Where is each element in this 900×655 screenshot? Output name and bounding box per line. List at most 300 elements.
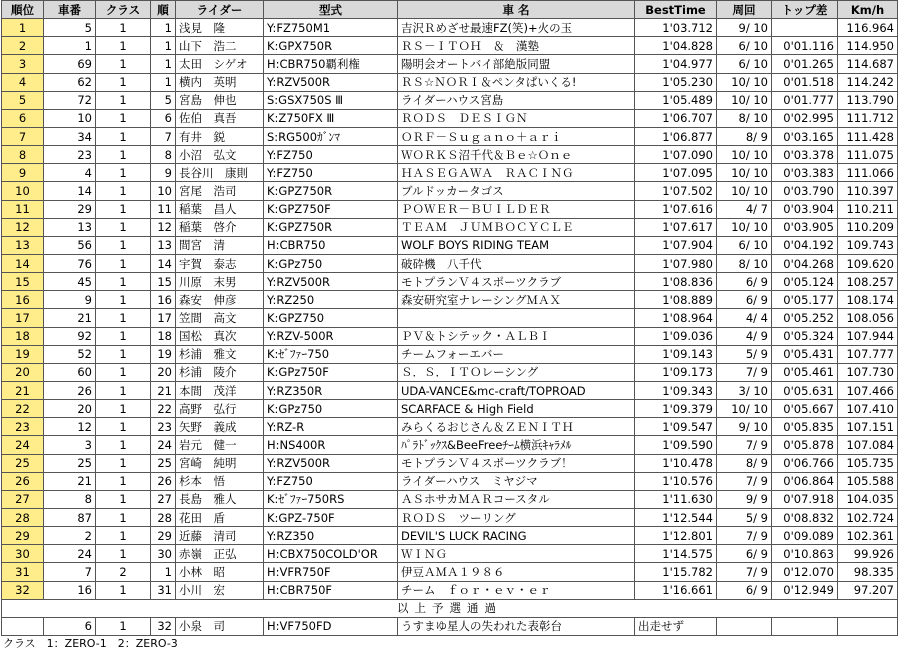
team-cell: モトプランＶ４スポーツクラブ！ (398, 454, 635, 472)
table-row (2, 454, 898, 472)
class-cell: 1 (96, 146, 151, 164)
class-order-cell: 12 (151, 218, 176, 236)
position-cell: 20 (2, 363, 44, 381)
rider-cell: 横内 英明 (176, 73, 264, 91)
rider-cell: 赤嶺 正弘 (176, 545, 264, 563)
class-order-cell: 1 (151, 73, 176, 91)
team-cell: ＲＯＤＳ ツーリング (398, 508, 635, 526)
class-cell: 1 (96, 309, 151, 327)
car-number-cell: 87 (44, 508, 96, 526)
car-number-cell: 13 (44, 218, 96, 236)
model-cell: K:GPz750F (264, 363, 398, 381)
gap-cell: 0'12.070 (772, 563, 838, 581)
speed-cell: 99.926 (838, 545, 898, 563)
model-cell: S:RG500ｶﾞﾝﾏ (264, 127, 398, 145)
team-cell: チームフォーエバー (398, 345, 635, 363)
best-time-cell: 1'11.630 (635, 490, 717, 508)
laps-cell: 7/ 9 (717, 436, 772, 454)
rider-cell: 矢野 義成 (176, 418, 264, 436)
best-time-cell: 1'12.544 (635, 508, 717, 526)
position-cell: 9 (2, 164, 44, 182)
speed-cell: 108.056 (838, 309, 898, 327)
model-cell: Y:FZ750 (264, 472, 398, 490)
team-cell: DEVIL'S LUCK RACING (398, 527, 635, 545)
position-cell: 6 (2, 109, 44, 127)
team-cell: チーム ｆｏｒ・ｅｖ・ｅｒ (398, 581, 635, 599)
car-number-cell: 92 (44, 327, 96, 345)
table-row (2, 309, 898, 327)
team-cell: ＷＩＮＧ (398, 545, 635, 563)
laps-cell: 6/ 9 (717, 581, 772, 599)
car-number-cell: 72 (44, 91, 96, 109)
model-cell: K:GPz750 (264, 400, 398, 418)
gap-cell: 0'03.383 (772, 164, 838, 182)
laps-cell: 9/ 9 (717, 490, 772, 508)
class-order-cell: 1 (151, 37, 176, 55)
rider-cell: 有井 鋭 (176, 127, 264, 145)
team-cell: ＲＯＤＳ ＤＥＳＩＧＮ (398, 109, 635, 127)
gap-cell: 0'05.124 (772, 273, 838, 291)
car-number-cell: 56 (44, 236, 96, 254)
team-cell: 森安研究室ナレーシングＭＡＸ (398, 291, 635, 309)
car-number-cell: 69 (44, 55, 96, 73)
class-order-cell: 8 (151, 146, 176, 164)
speed-cell: 105.588 (838, 472, 898, 490)
laps-cell: 8/ 10 (717, 254, 772, 272)
car-number-cell: 62 (44, 73, 96, 91)
best-time-cell: 1'07.502 (635, 182, 717, 200)
best-time-cell: 1'10.478 (635, 454, 717, 472)
speed-cell: 107.151 (838, 418, 898, 436)
speed-cell: 107.777 (838, 345, 898, 363)
position-cell: 25 (2, 454, 44, 472)
gap-cell: 0'05.431 (772, 345, 838, 363)
speed-cell: 110.397 (838, 182, 898, 200)
laps-cell: 6/ 9 (717, 273, 772, 291)
table-row (2, 563, 898, 581)
class-cell: 1 (96, 254, 151, 272)
car-number-cell: 21 (44, 309, 96, 327)
position-cell: 11 (2, 200, 44, 218)
class-cell: 1 (96, 327, 151, 345)
gap-cell: 0'09.089 (772, 527, 838, 545)
class-cell: 1 (96, 363, 151, 381)
laps-cell: 10/ 10 (717, 182, 772, 200)
best-time-cell: 1'07.904 (635, 236, 717, 254)
team-cell: ＲＳ☆ＮＯＲＩ＆ペンタぱいくる! (398, 73, 635, 91)
class-cell: 1 (96, 418, 151, 436)
team-cell: 伊豆ＡＭＡ１９８６ (398, 563, 635, 581)
class-order-cell: 20 (151, 363, 176, 381)
laps-cell: 6/ 10 (717, 236, 772, 254)
table-row (2, 508, 898, 526)
model-cell: Y:RZV500R (264, 454, 398, 472)
team-cell: 陽明会オートバイ部絶版同盟 (398, 55, 635, 73)
best-time-cell: 1'07.095 (635, 164, 717, 182)
column-header: 車 名 (398, 1, 635, 19)
class-cell: 1 (96, 508, 151, 526)
class-cell: 1 (96, 581, 151, 599)
laps-cell: 6/ 10 (717, 55, 772, 73)
best-time-cell: 1'14.575 (635, 545, 717, 563)
class-order-cell: 13 (151, 236, 176, 254)
class-cell: 1 (96, 345, 151, 363)
gap-cell: 0'01.518 (772, 73, 838, 91)
class-order-cell: 21 (151, 381, 176, 399)
car-number-cell: 25 (44, 454, 96, 472)
position-cell: 4 (2, 73, 44, 91)
class-cell: 1 (96, 218, 151, 236)
class-order-cell: 26 (151, 472, 176, 490)
class-cell: 1 (96, 37, 151, 55)
gap-cell: 0'04.268 (772, 254, 838, 272)
speed-cell: 110.211 (838, 200, 898, 218)
speed-cell: 105.735 (838, 454, 898, 472)
laps-cell: 7/ 9 (717, 363, 772, 381)
table-row (2, 273, 898, 291)
model-cell: Y:RZ250 (264, 291, 398, 309)
gap-cell: 0'05.324 (772, 327, 838, 345)
gap-cell: 0'01.777 (772, 91, 838, 109)
position-cell: 30 (2, 545, 44, 563)
class-cell: 1 (96, 109, 151, 127)
gap-cell: 0'03.165 (772, 127, 838, 145)
position-cell (2, 617, 44, 635)
laps-cell: 4/ 7 (717, 200, 772, 218)
class-order-cell: 1 (151, 563, 176, 581)
class-order-cell: 30 (151, 545, 176, 563)
car-number-cell: 23 (44, 146, 96, 164)
rider-cell: 佐伯 真吾 (176, 109, 264, 127)
class-order-cell: 19 (151, 345, 176, 363)
model-cell: Y:RZ-R (264, 418, 398, 436)
gap-cell: 0'05.461 (772, 363, 838, 381)
table-row (2, 19, 898, 37)
class-cell: 1 (96, 127, 151, 145)
table-row (2, 291, 898, 309)
best-time-cell: 1'09.379 (635, 400, 717, 418)
team-cell: ＰＯＷＥＲ－ＢＵＩＬＤＥＲ (398, 200, 635, 218)
car-number-cell: 76 (44, 254, 96, 272)
team-cell: ＨＡＳＥＧＡＷＡ ＲＡＣＩＮＧ (398, 164, 635, 182)
position-cell: 23 (2, 418, 44, 436)
laps-cell: 8/ 10 (717, 109, 772, 127)
position-cell: 12 (2, 218, 44, 236)
table-row (2, 400, 898, 418)
car-number-cell: 16 (44, 581, 96, 599)
table-row (2, 381, 898, 399)
rider-cell: 近藤 清司 (176, 527, 264, 545)
class-order-cell: 14 (151, 254, 176, 272)
column-header: 車番 (44, 1, 96, 19)
class-cell: 1 (96, 617, 151, 635)
position-cell: 28 (2, 508, 44, 526)
team-cell: ＴＥＡＭ ＪＵＭＢＯＣＹＣＬＥ (398, 218, 635, 236)
table-row (2, 200, 898, 218)
position-cell: 10 (2, 182, 44, 200)
position-cell: 22 (2, 400, 44, 418)
best-time-cell: 1'07.090 (635, 146, 717, 164)
rider-cell: 高野 弘行 (176, 400, 264, 418)
gap-cell: 0'05.878 (772, 436, 838, 454)
position-cell: 32 (2, 581, 44, 599)
class-cell: 1 (96, 55, 151, 73)
speed-cell: 114.242 (838, 73, 898, 91)
rider-cell: 浅見 隆 (176, 19, 264, 37)
class-order-cell: 23 (151, 418, 176, 436)
class-order-cell: 5 (151, 91, 176, 109)
gap-cell: 0'05.177 (772, 291, 838, 309)
class-order-cell: 1 (151, 55, 176, 73)
speed-cell: 107.944 (838, 327, 898, 345)
car-number-cell: 21 (44, 472, 96, 490)
car-number-cell: 8 (44, 490, 96, 508)
qualifying-separator: 以上予選通過 (2, 599, 898, 617)
class-cell: 1 (96, 273, 151, 291)
laps-cell: 8/ 9 (717, 127, 772, 145)
team-cell: ﾊﾟﾗﾄﾞｯｸｽ&BeeFreeﾁｰﾑ横浜ｷｬﾗﾒﾙ (398, 436, 635, 454)
team-cell: 吉沢Ｒめざせ最速FZ(笑)+火の玉 (398, 19, 635, 37)
speed-cell: 97.207 (838, 581, 898, 599)
gap-cell: 0'04.192 (772, 236, 838, 254)
laps-cell: 5/ 9 (717, 508, 772, 526)
laps-cell: 10/ 10 (717, 400, 772, 418)
position-cell: 3 (2, 55, 44, 73)
model-cell: K:GPZ-750F (264, 508, 398, 526)
best-time-cell: 1'09.590 (635, 436, 717, 454)
rider-cell: 宮尾 浩司 (176, 182, 264, 200)
status-cell: 出走せず (635, 617, 717, 635)
model-cell: H:CBR750F (264, 581, 398, 599)
gap-cell (772, 617, 838, 635)
model-cell: S:GSX750S Ⅲ (264, 91, 398, 109)
position-cell: 29 (2, 527, 44, 545)
speed-cell: 107.410 (838, 400, 898, 418)
rider-cell: 小川 宏 (176, 581, 264, 599)
rider-cell: 小林 昭 (176, 563, 264, 581)
model-cell: H:VF750FD (264, 617, 398, 635)
car-number-cell: 14 (44, 182, 96, 200)
car-number-cell: 7 (44, 563, 96, 581)
gap-cell: 0'03.905 (772, 218, 838, 236)
table-row (2, 127, 898, 145)
model-cell: Y:RZ350 (264, 527, 398, 545)
class-cell: 1 (96, 436, 151, 454)
gap-cell: 0'05.835 (772, 418, 838, 436)
best-time-cell: 1'08.889 (635, 291, 717, 309)
model-cell: K:GPX750R (264, 37, 398, 55)
model-cell: Y:RZV500R (264, 73, 398, 91)
car-number-cell: 29 (44, 200, 96, 218)
car-number-cell: 34 (44, 127, 96, 145)
column-header: トップ差 (772, 1, 838, 19)
speed-cell: 111.066 (838, 164, 898, 182)
table-row (2, 617, 898, 635)
best-time-cell: 1'07.617 (635, 218, 717, 236)
table-row (2, 436, 898, 454)
class-cell: 2 (96, 563, 151, 581)
speed-cell: 107.466 (838, 381, 898, 399)
model-cell: H:NS400R (264, 436, 398, 454)
team-cell: ＯＲＦ－Ｓｕｇａｎｏ＋ａｒｉ (398, 127, 635, 145)
rider-cell: 川原 末男 (176, 273, 264, 291)
class-cell: 1 (96, 291, 151, 309)
class-cell: 1 (96, 182, 151, 200)
best-time-cell: 1'08.836 (635, 273, 717, 291)
class-order-cell: 22 (151, 400, 176, 418)
column-header: クラス (96, 1, 151, 19)
table-row (2, 490, 898, 508)
car-number-cell: 2 (44, 527, 96, 545)
best-time-cell: 1'05.230 (635, 73, 717, 91)
position-cell: 2 (2, 37, 44, 55)
column-header: 順位 (2, 1, 44, 19)
car-number-cell: 6 (44, 617, 96, 635)
laps-cell (717, 617, 772, 635)
model-cell: K:ｾﾞﾌｧｰ750 (264, 345, 398, 363)
model-cell: K:GPZ750F (264, 200, 398, 218)
laps-cell: 10/ 10 (717, 218, 772, 236)
class-order-cell: 15 (151, 273, 176, 291)
model-cell: K:Z750FX Ⅲ (264, 109, 398, 127)
speed-cell: 109.620 (838, 254, 898, 272)
model-cell: H:CBR750 (264, 236, 398, 254)
laps-cell: 6/ 10 (717, 37, 772, 55)
table-row (2, 109, 898, 127)
laps-cell: 9/ 10 (717, 418, 772, 436)
model-cell: K:GPz750 (264, 254, 398, 272)
table-row (2, 581, 898, 599)
gap-cell: 0'01.265 (772, 55, 838, 73)
best-time-cell: 1'09.143 (635, 345, 717, 363)
model-cell: Y:FZ750M1 (264, 19, 398, 37)
best-time-cell: 1'09.343 (635, 381, 717, 399)
laps-cell: 4/ 4 (717, 309, 772, 327)
rider-cell: 国松 真次 (176, 327, 264, 345)
class-order-cell: 25 (151, 454, 176, 472)
class-order-cell: 10 (151, 182, 176, 200)
position-cell: 24 (2, 436, 44, 454)
class-cell: 1 (96, 400, 151, 418)
table-row (2, 472, 898, 490)
rider-cell: 杉浦 雅文 (176, 345, 264, 363)
class-order-cell: 6 (151, 109, 176, 127)
speed-cell: 114.950 (838, 37, 898, 55)
speed-cell: 108.174 (838, 291, 898, 309)
car-number-cell: 20 (44, 400, 96, 418)
position-cell: 19 (2, 345, 44, 363)
class-cell: 1 (96, 200, 151, 218)
class-cell: 1 (96, 490, 151, 508)
gap-cell: 0'08.832 (772, 508, 838, 526)
qualifying-separator-row (2, 599, 898, 617)
laps-cell: 4/ 9 (717, 327, 772, 345)
table-row (2, 218, 898, 236)
table-row (2, 236, 898, 254)
laps-cell: 7/ 9 (717, 563, 772, 581)
laps-cell: 7/ 9 (717, 472, 772, 490)
position-cell: 31 (2, 563, 44, 581)
model-cell: Y:RZV-500R (264, 327, 398, 345)
position-cell: 15 (2, 273, 44, 291)
team-cell: UDA-VANCE&mc-craft/TOPROAD (398, 381, 635, 399)
rider-cell: 森安 伸彦 (176, 291, 264, 309)
model-cell: K:GPZ750R (264, 182, 398, 200)
gap-cell: 0'06.766 (772, 454, 838, 472)
team-cell: ＰＶ＆トシテック・ＡＬＢＩ (398, 327, 635, 345)
team-cell: ＡＳホサカＭＡＲコースタル (398, 490, 635, 508)
column-header: Km/h (838, 1, 898, 19)
best-time-cell: 1'16.661 (635, 581, 717, 599)
best-time-cell: 1'09.547 (635, 418, 717, 436)
class-order-cell: 32 (151, 617, 176, 635)
best-time-cell: 1'04.977 (635, 55, 717, 73)
gap-cell: 0'07.918 (772, 490, 838, 508)
laps-cell: 10/ 10 (717, 73, 772, 91)
team-cell: 破砕機 八千代 (398, 254, 635, 272)
speed-cell: 116.964 (838, 19, 898, 37)
position-cell: 18 (2, 327, 44, 345)
car-number-cell: 12 (44, 418, 96, 436)
gap-cell: 0'10.863 (772, 545, 838, 563)
position-cell: 27 (2, 490, 44, 508)
rider-cell: 稲葉 啓介 (176, 218, 264, 236)
model-cell: K:GPZ750R (264, 218, 398, 236)
position-cell: 8 (2, 146, 44, 164)
rider-cell: 稲葉 昌人 (176, 200, 264, 218)
rider-cell: 宇賀 泰志 (176, 254, 264, 272)
rider-cell: 笠間 高文 (176, 309, 264, 327)
team-cell: ＲＳ－ＩＴＯＨ ＆ 漢塾 (398, 37, 635, 55)
table-row (2, 327, 898, 345)
class-legend: クラス 1：ZERO-1 2：ZERO-3 (3, 636, 178, 650)
table-row (2, 545, 898, 563)
model-cell: Y:FZ750 (264, 164, 398, 182)
speed-cell: 110.209 (838, 218, 898, 236)
table-row (2, 418, 898, 436)
laps-cell: 8/ 9 (717, 454, 772, 472)
speed-cell: 111.428 (838, 127, 898, 145)
car-number-cell: 1 (44, 37, 96, 55)
team-cell: Ｓ．Ｓ．ＩＴＯレーシング (398, 363, 635, 381)
best-time-cell: 1'08.964 (635, 309, 717, 327)
laps-cell: 6/ 9 (717, 545, 772, 563)
table-row (2, 527, 898, 545)
best-time-cell: 1'07.616 (635, 200, 717, 218)
gap-cell: 0'05.667 (772, 400, 838, 418)
speed-cell: 98.335 (838, 563, 898, 581)
table-row (2, 182, 898, 200)
laps-cell: 5/ 9 (717, 345, 772, 363)
rider-cell: 杉本 悟 (176, 472, 264, 490)
class-cell: 1 (96, 91, 151, 109)
class-cell: 1 (96, 164, 151, 182)
column-header: 型式 (264, 1, 398, 19)
rider-cell: 宮島 伸也 (176, 91, 264, 109)
column-header: 周回 (717, 1, 772, 19)
class-cell: 1 (96, 73, 151, 91)
best-time-cell: 1'15.782 (635, 563, 717, 581)
table-row (2, 254, 898, 272)
speed-cell: 114.687 (838, 55, 898, 73)
gap-cell: 0'06.864 (772, 472, 838, 490)
gap-cell: 0'02.995 (772, 109, 838, 127)
team-cell: SCARFACE & High Field (398, 400, 635, 418)
position-cell: 21 (2, 381, 44, 399)
rider-cell: 山下 浩二 (176, 37, 264, 55)
team-cell: ブルドッカータゴス (398, 182, 635, 200)
class-cell: 1 (96, 472, 151, 490)
